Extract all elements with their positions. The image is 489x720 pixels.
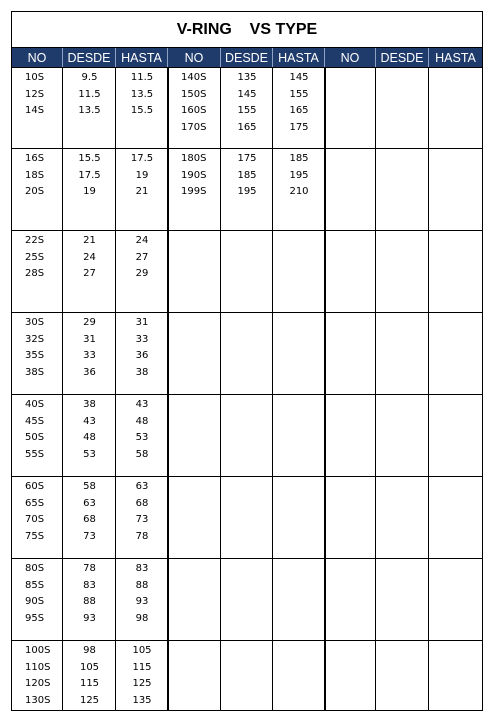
cell-hasta: 145 bbox=[289, 72, 309, 83]
cell-desde: 165 bbox=[237, 121, 257, 133]
cell-no: 120S bbox=[25, 678, 51, 689]
cell-no: 50S bbox=[25, 432, 45, 443]
cell-desde: 13.5 bbox=[78, 105, 101, 116]
cell-hasta: 43 bbox=[135, 399, 149, 410]
column-header-3: HASTA bbox=[116, 48, 168, 67]
cell-hasta: 83 bbox=[135, 563, 149, 574]
cell-hasta: 78 bbox=[135, 530, 149, 542]
cell-hasta: 73 bbox=[135, 514, 149, 525]
cell-desde: 135 bbox=[237, 72, 257, 83]
cell-hasta: 27 bbox=[135, 251, 149, 263]
cell-desde: 31 bbox=[83, 333, 96, 345]
cell-no: 30S bbox=[25, 317, 45, 328]
cell-desde: 115 bbox=[79, 678, 100, 689]
cell-hasta: 38 bbox=[135, 366, 149, 378]
cell-hasta: 15.5 bbox=[130, 105, 154, 116]
cell-desde: 155 bbox=[237, 105, 257, 116]
cell-desde: 24 bbox=[83, 251, 96, 263]
cell-hasta: 21 bbox=[135, 186, 149, 197]
cell-no: 16S bbox=[25, 153, 45, 164]
group-divider bbox=[12, 640, 482, 641]
cell-hasta: 63 bbox=[135, 481, 149, 492]
cell-hasta: 13.5 bbox=[130, 88, 154, 100]
cell-no: 18S bbox=[25, 169, 45, 181]
cell-hasta: 17.5 bbox=[130, 153, 154, 164]
cell-no: 20S bbox=[25, 186, 45, 197]
cell-hasta: 88 bbox=[135, 579, 149, 591]
cell-hasta: 210 bbox=[289, 186, 309, 197]
cell-no: 100S bbox=[25, 645, 51, 656]
cell-desde: 11.5 bbox=[78, 88, 101, 100]
cell-no: 180S bbox=[181, 153, 207, 164]
cell-hasta: 98 bbox=[135, 612, 149, 624]
column-header-4: NO bbox=[168, 48, 221, 67]
cell-no: 140S bbox=[181, 72, 207, 83]
cell-desde: 185 bbox=[237, 169, 257, 181]
table-title: V-RING VS TYPE bbox=[12, 12, 482, 48]
column-divider bbox=[428, 68, 429, 711]
cell-no: 45S bbox=[25, 415, 45, 427]
cell-hasta: 36 bbox=[135, 350, 149, 361]
cell-no: 12S bbox=[25, 88, 45, 100]
cell-no: 25S bbox=[25, 251, 45, 263]
cell-desde: 9.5 bbox=[81, 72, 98, 83]
column-divider bbox=[375, 68, 376, 711]
column-header-2: DESDE bbox=[63, 48, 116, 67]
cell-no: 55S bbox=[25, 448, 45, 460]
cell-hasta: 195 bbox=[289, 169, 309, 181]
cell-no: 150S bbox=[181, 88, 207, 100]
column-header-7: NO bbox=[325, 48, 376, 67]
cell-hasta: 33 bbox=[135, 333, 149, 345]
column-header-8: DESDE bbox=[376, 48, 429, 67]
cell-no: 38S bbox=[25, 366, 45, 378]
cell-hasta: 48 bbox=[135, 415, 149, 427]
cell-hasta: 165 bbox=[289, 105, 309, 116]
cell-desde: 27 bbox=[83, 268, 96, 279]
cell-desde: 43 bbox=[83, 415, 96, 427]
column-header-5: DESDE bbox=[221, 48, 273, 67]
cell-no: 199S bbox=[181, 186, 207, 197]
cell-no: 22S bbox=[25, 235, 45, 246]
cell-no: 10S bbox=[25, 72, 45, 83]
cell-no: 75S bbox=[25, 530, 45, 542]
cell-hasta: 58 bbox=[135, 448, 149, 460]
cell-hasta: 31 bbox=[135, 317, 149, 328]
cell-hasta: 125 bbox=[132, 678, 152, 689]
cell-hasta: 135 bbox=[132, 694, 152, 706]
cell-no: 170S bbox=[181, 121, 207, 133]
column-header-9: HASTA bbox=[435, 50, 476, 65]
cell-no: 80S bbox=[25, 563, 45, 574]
cell-hasta: 175 bbox=[289, 121, 309, 133]
cell-desde: 145 bbox=[237, 88, 257, 100]
vring-table-sheet bbox=[11, 11, 483, 711]
cell-desde: 21 bbox=[83, 235, 96, 246]
cell-no: 65S bbox=[25, 497, 45, 509]
cell-desde: 98 bbox=[83, 645, 96, 656]
cell-desde: 15.5 bbox=[78, 153, 101, 164]
cell-desde: 38 bbox=[83, 399, 96, 410]
cell-no: 35S bbox=[25, 350, 45, 361]
cell-desde: 63 bbox=[83, 497, 96, 509]
cell-desde: 83 bbox=[83, 579, 96, 591]
cell-no: 130S bbox=[25, 694, 51, 706]
cell-hasta: 11.5 bbox=[130, 72, 154, 83]
cell-desde: 29 bbox=[83, 317, 96, 328]
cell-hasta: 185 bbox=[289, 153, 309, 164]
cell-no: 40S bbox=[25, 399, 45, 410]
cell-desde: 36 bbox=[83, 366, 96, 378]
cell-desde: 105 bbox=[79, 661, 100, 673]
cell-desde: 125 bbox=[79, 694, 100, 706]
cell-hasta: 29 bbox=[135, 268, 149, 279]
cell-hasta: 155 bbox=[289, 88, 309, 100]
cell-desde: 73 bbox=[83, 530, 96, 542]
cell-no: 110S bbox=[25, 661, 51, 673]
cell-desde: 58 bbox=[83, 481, 96, 492]
group-divider bbox=[12, 394, 482, 395]
cell-no: 32S bbox=[25, 333, 45, 345]
cell-no: 90S bbox=[25, 596, 45, 607]
cell-hasta: 19 bbox=[135, 169, 149, 181]
cell-hasta: 53 bbox=[135, 432, 149, 443]
cell-desde: 68 bbox=[83, 514, 96, 525]
table-body bbox=[12, 68, 482, 711]
cell-no: 160S bbox=[181, 105, 207, 116]
cell-desde: 195 bbox=[237, 186, 257, 197]
cell-desde: 17.5 bbox=[78, 169, 101, 181]
cell-no: 190S bbox=[181, 169, 207, 181]
cell-desde: 88 bbox=[83, 596, 96, 607]
cell-desde: 93 bbox=[83, 612, 96, 624]
cell-desde: 48 bbox=[83, 432, 96, 443]
cell-no: 70S bbox=[25, 514, 45, 525]
cell-desde: 19 bbox=[83, 186, 96, 197]
cell-desde: 53 bbox=[83, 448, 96, 460]
cell-desde: 78 bbox=[83, 563, 96, 574]
group-divider bbox=[12, 148, 482, 149]
cell-no: 14S bbox=[25, 105, 45, 116]
group-divider bbox=[12, 558, 482, 559]
group-divider bbox=[12, 230, 482, 231]
cell-no: 95S bbox=[25, 612, 45, 624]
cell-desde: 33 bbox=[83, 350, 96, 361]
cell-desde: 175 bbox=[237, 153, 257, 164]
cell-hasta: 105 bbox=[132, 645, 152, 656]
cell-no: 60S bbox=[25, 481, 45, 492]
column-header-row bbox=[12, 48, 482, 68]
group-divider bbox=[12, 476, 482, 477]
cell-hasta: 68 bbox=[135, 497, 149, 509]
cell-no: 85S bbox=[25, 579, 45, 591]
cell-hasta: 115 bbox=[132, 661, 152, 673]
cell-hasta: 93 bbox=[135, 596, 149, 607]
column-header-1: NO bbox=[12, 48, 63, 67]
cell-hasta: 24 bbox=[135, 235, 149, 246]
group-divider bbox=[12, 312, 482, 313]
column-header-6: HASTA bbox=[273, 48, 325, 67]
cell-no: 28S bbox=[25, 268, 45, 279]
